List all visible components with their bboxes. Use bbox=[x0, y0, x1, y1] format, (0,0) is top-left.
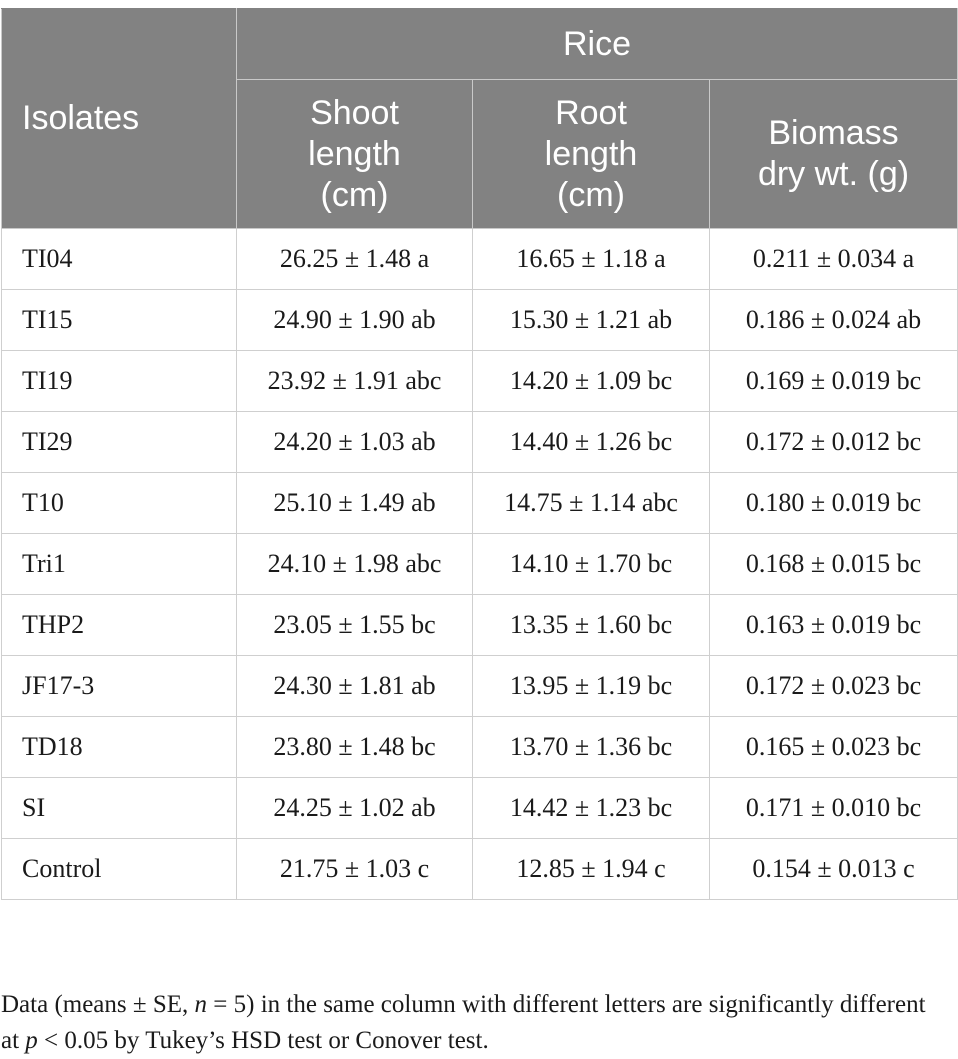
footnote-text: = 5) in the same column with different letters are significantly different at bbox=[1, 991, 926, 1054]
shoot-length-cell: 26.25 ± 1.48 a bbox=[237, 229, 473, 290]
root-length-cell: 13.70 ± 1.36 bc bbox=[473, 717, 710, 778]
isolate-cell: Tri1 bbox=[2, 534, 237, 595]
isolate-cell: SI bbox=[2, 778, 237, 839]
footnote-n-symbol: n bbox=[194, 991, 208, 1018]
shoot-length-cell: 23.80 ± 1.48 bc bbox=[237, 717, 473, 778]
table-row bbox=[2, 595, 958, 656]
footnote-p-symbol: p bbox=[25, 1027, 38, 1054]
root-length-cell: 14.42 ± 1.23 bc bbox=[473, 778, 710, 839]
header-line: (cm) bbox=[320, 175, 389, 214]
header-line: Root bbox=[555, 93, 627, 132]
table-row bbox=[2, 534, 958, 595]
isolates-header: Isolates bbox=[2, 9, 237, 229]
biomass-cell: 0.154 ± 0.013 c bbox=[710, 839, 958, 900]
isolate-cell: JF17-3 bbox=[2, 656, 237, 717]
isolate-cell: TI29 bbox=[2, 412, 237, 473]
root-length-header bbox=[473, 80, 710, 229]
root-length-cell: 14.40 ± 1.26 bc bbox=[473, 412, 710, 473]
isolate-cell: TI15 bbox=[2, 290, 237, 351]
table-row bbox=[2, 351, 958, 412]
results-table bbox=[1, 8, 958, 900]
biomass-cell: 0.172 ± 0.023 bc bbox=[710, 656, 958, 717]
table-row bbox=[2, 778, 958, 839]
isolate-cell: T10 bbox=[2, 473, 237, 534]
shoot-length-header bbox=[237, 80, 473, 229]
table-row bbox=[2, 839, 958, 900]
table-header bbox=[2, 9, 958, 229]
biomass-cell: 0.186 ± 0.024 ab bbox=[710, 290, 958, 351]
isolate-cell: TD18 bbox=[2, 717, 237, 778]
isolate-cell: TI19 bbox=[2, 351, 237, 412]
biomass-cell: 0.172 ± 0.012 bc bbox=[710, 412, 958, 473]
root-length-cell: 15.30 ± 1.21 ab bbox=[473, 290, 710, 351]
root-length-cell: 14.20 ± 1.09 bc bbox=[473, 351, 710, 412]
shoot-length-cell: 24.90 ± 1.90 ab bbox=[237, 290, 473, 351]
shoot-length-cell: 23.05 ± 1.55 bc bbox=[237, 595, 473, 656]
header-line: length bbox=[308, 134, 401, 173]
isolate-cell: TI04 bbox=[2, 229, 237, 290]
root-length-cell: 16.65 ± 1.18 a bbox=[473, 229, 710, 290]
biomass-cell: 0.171 ± 0.010 bc bbox=[710, 778, 958, 839]
biomass-cell: 0.168 ± 0.015 bc bbox=[710, 534, 958, 595]
shoot-length-cell: 21.75 ± 1.03 c bbox=[237, 839, 473, 900]
table-row bbox=[2, 412, 958, 473]
root-length-cell: 14.75 ± 1.14 abc bbox=[473, 473, 710, 534]
table-row bbox=[2, 473, 958, 534]
shoot-length-cell: 25.10 ± 1.49 ab bbox=[237, 473, 473, 534]
shoot-length-cell: 23.92 ± 1.91 abc bbox=[237, 351, 473, 412]
header-line: Shoot bbox=[310, 93, 399, 132]
biomass-header bbox=[710, 80, 958, 229]
table-row bbox=[2, 290, 958, 351]
shoot-length-cell: 24.20 ± 1.03 ab bbox=[237, 412, 473, 473]
root-length-cell: 14.10 ± 1.70 bc bbox=[473, 534, 710, 595]
root-length-cell: 13.95 ± 1.19 bc bbox=[473, 656, 710, 717]
header-line: (cm) bbox=[557, 175, 625, 214]
shoot-length-cell: 24.25 ± 1.02 ab bbox=[237, 778, 473, 839]
shoot-length-cell: 24.10 ± 1.98 abc bbox=[237, 534, 473, 595]
table-body bbox=[2, 229, 958, 900]
root-length-cell: 13.35 ± 1.60 bc bbox=[473, 595, 710, 656]
table-row bbox=[2, 717, 958, 778]
header-line: dry wt. (g) bbox=[757, 155, 910, 193]
shoot-length-cell: 24.30 ± 1.81 ab bbox=[237, 656, 473, 717]
footnote-text: Data (means ± SE, bbox=[1, 991, 195, 1018]
isolate-cell: THP2 bbox=[2, 595, 237, 656]
header-line: length bbox=[544, 134, 638, 173]
biomass-cell: 0.211 ± 0.034 a bbox=[710, 229, 958, 290]
table-row bbox=[2, 229, 958, 290]
rice-group-header: Rice bbox=[237, 9, 958, 80]
table-footnote bbox=[1, 987, 941, 1059]
header-group-row bbox=[2, 9, 958, 80]
biomass-cell: 0.169 ± 0.019 bc bbox=[710, 351, 958, 412]
header-line: Biomass bbox=[768, 114, 899, 152]
isolate-cell: Control bbox=[2, 839, 237, 900]
biomass-cell: 0.163 ± 0.019 bc bbox=[710, 595, 958, 656]
footnote-text: < 0.05 by Tukey’s HSD test or Conover test. bbox=[37, 1027, 489, 1054]
biomass-cell: 0.180 ± 0.019 bc bbox=[710, 473, 958, 534]
table-row bbox=[2, 656, 958, 717]
biomass-cell: 0.165 ± 0.023 bc bbox=[710, 717, 958, 778]
root-length-cell: 12.85 ± 1.94 c bbox=[473, 839, 710, 900]
